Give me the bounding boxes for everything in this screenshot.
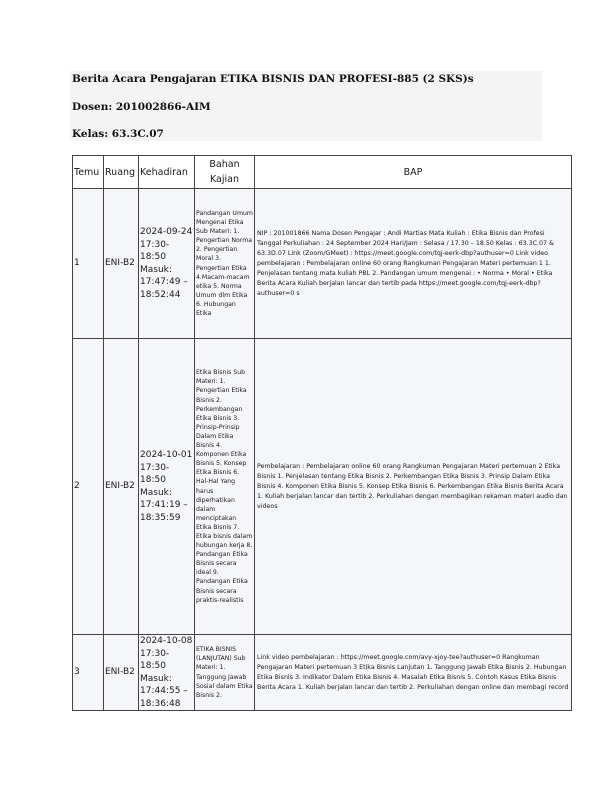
masuk-label: Masuk:	[140, 673, 172, 684]
time-text: 17:30-18:50	[140, 462, 170, 485]
keluar-time: 18:35:59	[140, 512, 181, 523]
date-text: 2024-10-08	[140, 636, 193, 646]
class-line: Kelas: 63.3C.07	[72, 128, 164, 140]
cell-bap: NIP : 201001866 Nama Dosen Pengajar : Andi Martias Mata Kuliah : Etika Bisnis dan Profesi Tanggal Perkuliahan : 24 September 2024 Hari/Jam : Selasa / 17.30 – 18.50 Kelas : 63.3C.07 & 63.3D.07 Link (Zoom/GMeet) : https://meet.google.com/tqj-eerk-dbp?authuser=0 Link video pembelajaran : Pembelajaran online 60 orang Rangkuman Pengajaran Materi pertemuan 1 1. Penjelasan tentang mata kuliah PBL 2. Pandangan umum mengenai : • Norma • Moral • Etika Berita Acara Kuliah berjalan lancar dan tertib pada https://meet.google.com/tqj-eerk-dbp?authuser=0 s	[255, 189, 572, 339]
cell-temu: 2	[73, 339, 104, 635]
document-title: Berita Acara Pengajaran ETIKA BISNIS DAN PROFESI-885 (2 SKS)s	[72, 73, 474, 85]
cell-bahan-kajian: Pandangan Umum Mengenai Etika Sub Materi: 1. Pengertian Norma 2. Pengertian Moral 3. Pengertian Etika 4.Macam-macam etika 5. Norma Umum dlm Etika 6. Hubungan Etika	[195, 189, 255, 339]
masuk-time: 17:47:49 –	[140, 277, 188, 287]
cell-kehadiran	[139, 635, 195, 711]
cell-temu: 3	[73, 635, 104, 711]
table-header-row	[73, 156, 572, 189]
col-ruang: Ruang	[104, 156, 139, 189]
col-bahan-kajian: Bahan Kajian	[195, 156, 255, 189]
table-row	[73, 339, 572, 635]
col-temu: Temu	[73, 156, 104, 189]
cell-bap: Pembelajaran : Pembelajaran online 60 orang Rangkuman Pengajaran Materi pertemuan 2 Etika Bisnis 1. Penjelasan tentang Etika Bisnis 2. Perkembangan Etika Bisnis 3. Prinsip Dalam Etika Bisnis 4. Komponen Etika Bisnis 5. Konsep Etika Bisnis 6. Perkembangan Etika Bisnis Berita Acara 1. Kuliah berjalan lancar dan tertib 2. Perkuliahan dengan membagikan rekaman materi audio dan videos	[255, 339, 572, 635]
cell-temu: 1	[73, 189, 104, 339]
col-kehadiran: Kehadiran	[139, 156, 195, 189]
document-header	[70, 71, 542, 141]
table-row	[73, 635, 572, 711]
date-text: 2024-09-24	[140, 227, 193, 237]
cell-kehadiran	[139, 189, 195, 339]
bap-table	[72, 155, 572, 711]
cell-ruang: ENI-B2	[104, 635, 139, 711]
cell-bap: Link video pembelajaran : https://meet.google.com/avy-xjoy-tee?authuser=0 Rangkuman Pengajaran Materi pertemuan 3 Etika Bisnis Lanjutan 1. Tanggung Jawab Etika Bisnis 2. Hubungan Etika Bisnis 3. Indikator Dalam Etika Bisnis 4. Masalah Etika Bisnis 5. Contoh Kasus Etika Bisnis Berita Acara 1. Kuliah berjalan lancar dan tertib 2. Perkuliahan dengan online dan membagi record	[255, 635, 572, 711]
date-text: 2024-10-01	[140, 450, 193, 460]
masuk-time: 17:41:19 –	[140, 500, 188, 510]
cell-ruang: ENI-B2	[104, 189, 139, 339]
masuk-label: Masuk:	[140, 264, 172, 275]
table-row	[73, 189, 572, 339]
keluar-time: 18:36:48	[140, 698, 181, 709]
time-text: 17:30-18:50	[140, 648, 170, 671]
cell-bahan-kajian: ETIKA BISNIS (LANJUTAN) Sub Materi: 1. Tanggung Jawab Sosial dalam Etika Bisnis 2.	[195, 635, 255, 711]
time-text: 17:30-18:50	[140, 239, 170, 262]
cell-bahan-kajian: Etika Bisnis Sub Materi: 1. Pengertian Etika Bisnis 2. Perkembangan Etika Bisnis 3. Prinsip-Prinsip Dalam Etika Bisnis 4. Komponen Etika Bisnis 5. Konsep Etika Bisnis 6. Hal-Hal Yang harus diperhatikan dalam menciptakan Etika Bisnis 7. Etika bisnis dalam hubungan kerja 8. Pandangan Etika Bisnis secara ideal 9. Pandangan Etika Bisnis secara praktis-realistis	[195, 339, 255, 635]
lecturer-line: Dosen: 201002866-AIM	[72, 101, 211, 113]
cell-ruang: ENI-B2	[104, 339, 139, 635]
keluar-time: 18:52:44	[140, 289, 181, 300]
col-bap: BAP	[255, 156, 572, 189]
cell-kehadiran	[139, 339, 195, 635]
masuk-label: Masuk:	[140, 487, 172, 498]
masuk-time: 17:44:55 –	[140, 686, 188, 696]
